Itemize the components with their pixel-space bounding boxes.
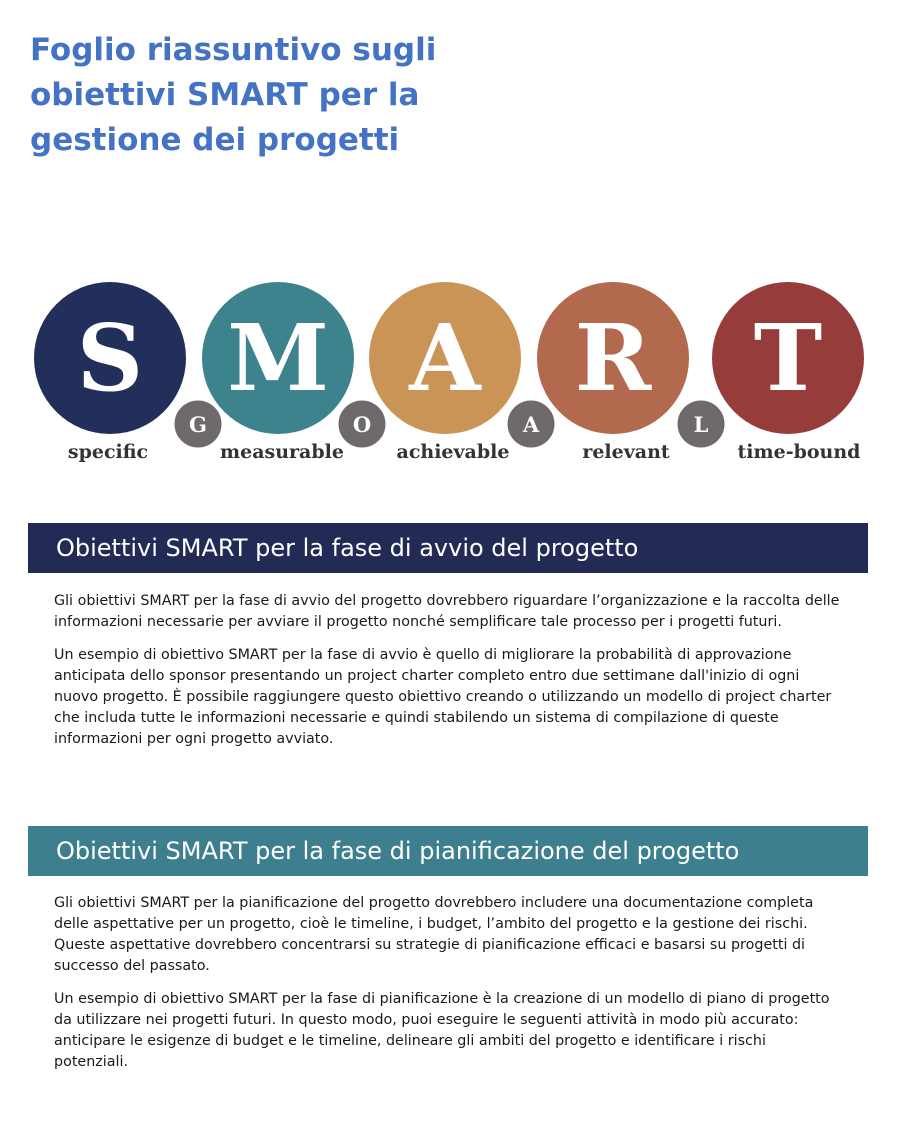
paragraph: Gli obiettivi SMART per la pianificazione del progetto dovrebbero includere una documentazione completa delle aspettative per un progetto, cioè le timeline, i budget, l’ambito del progetto e la gestione dei rischi. Queste aspettative dovrebbero concentrarsi su strategie di pianificazione efficaci e basarsi su progetti di successo del passato. [54,895,814,974]
smart-word-specific: specific [67,441,149,463]
goal-letter-l: L [693,412,709,437]
goal-letter-g: G [189,412,207,437]
goal-letter-o: O [352,412,372,437]
smart-word-time-bound: time-bound [737,441,861,463]
smart-word-achievable: achievable [396,441,510,463]
page-title: Foglio riassuntivo sugli obiettivi SMART per la gestione dei progetti [30,32,437,158]
smart-word-measurable: measurable [220,441,344,463]
smart-letter-t: T [753,304,823,412]
smart-letter-s: S [76,304,144,412]
goal-letter-a: A [522,412,540,437]
smart-letter-r: R [574,304,652,412]
section-heading-pianificazione: Obiettivi SMART per la fase di pianificazione del progetto [28,826,868,876]
smart-acronym-graphic [20,280,890,480]
smart-letter-a: A [409,304,481,412]
paragraph: Gli obiettivi SMART per la fase di avvio del progetto dovrebbero riguardare l’organizzazione e la raccolta delle informazioni necessarie per avviare il progetto nonché semplificare tale processo per i progetti futuri. [54,593,840,630]
paragraph: Un esempio di obiettivo SMART per la fase di pianificazione è la creazione di un modello di piano di progetto da utilizzare nei progetti futuri. In questo modo, puoi eseguire le seguenti attività in modo più accurato: anticipare le esigenze di budget e le timeline, delineare gli ambiti del progetto e identificare i rischi potenziali. [54,991,830,1070]
smart-letter-m: M [227,304,329,412]
paragraph: Un esempio di obiettivo SMART per la fase di avvio è quello di migliorare la probabilità di approvazione anticipata dello sponsor presentando un project charter completo entro due settimane dall'inizio di ogni nuovo progetto. È possibile raggiungere questo obiettivo creando o utilizzando un modello di project charter che includa tutte le informazioni necessarie e quindi stabilendo un sistema di compilazione di queste informazioni per ogni progetto avviato. [54,647,832,747]
section-body-avvio [54,591,844,762]
section-body-pianificazione [54,893,844,1085]
section-heading-avvio: Obiettivi SMART per la fase di avvio del progetto [28,523,868,573]
smart-word-relevant: relevant [582,441,670,463]
